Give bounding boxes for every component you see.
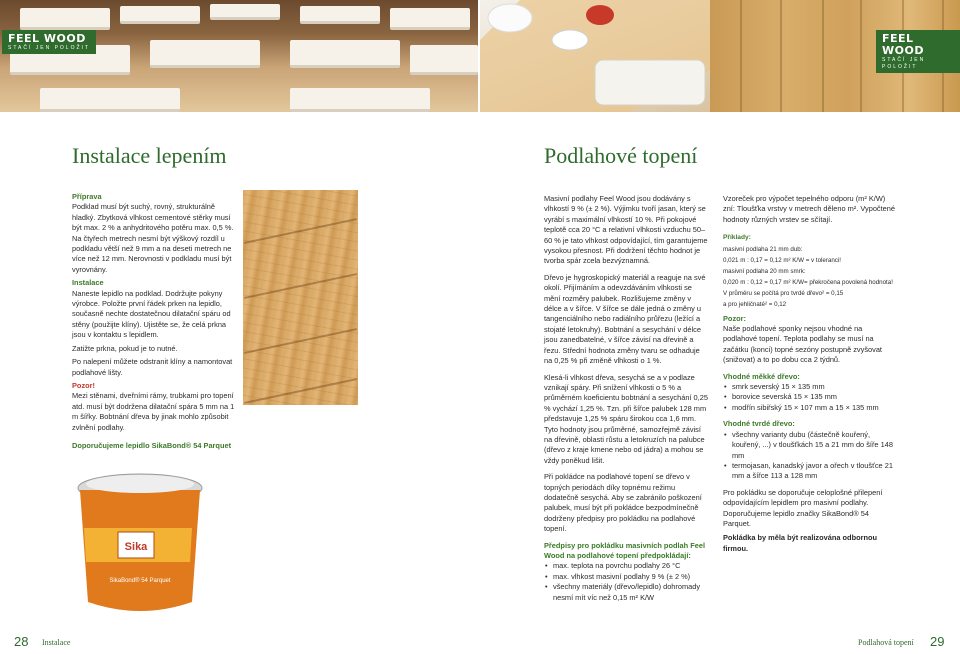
brand-logo-right <box>876 30 960 73</box>
warning-heading: Pozor! <box>72 380 95 390</box>
paragraph: Zatižte prkna, pokud je to nutné. <box>72 343 178 353</box>
section-heading: Příprava <box>72 192 102 201</box>
list-item: • borovice severská 15 × 135 mm <box>723 392 895 402</box>
example-line: masivní podlaha 21 mm dub: <box>723 245 803 253</box>
recommendation: Doporučujeme lepidlo SikaBond® 54 Parquet <box>72 440 232 450</box>
example-line: V průměru se počítá pro tvrdé dřevo² = 0,15 <box>723 289 844 297</box>
example-line: 0,021 m : 0,17 = 0,12 m² K/W = v toleranci! <box>723 256 841 264</box>
page-number-right: 29 <box>930 634 945 649</box>
section-heading: Instalace <box>72 278 104 288</box>
examples-list <box>723 244 895 310</box>
page-title-right: Podlahové topení <box>544 143 698 168</box>
paragraph: Při pokládce na podlahové topení se dřevo v topných periodách díky topnému režimu dodatečně sesychá. Aby se zabránilo poškození palubek, musí být při pokládce bezpodmínečně dodrženy předpisy pro pokládku na podlahové topení. <box>544 472 702 534</box>
paragraph: Dřevo je hygroskopický materiál a reaguje na své okolí. Přijímáním a odevzdáváním vlhkosti se mění rozměry palubek. Rozlišujeme změny v délce a v šířce. V šířce se dále jedná o změny u tangenciálního nebo radiálního průřezu (ležící a stojaté letokruhy). Bobtnání a sesychání v délce jsou zanedbatelné, v šířce závisí na dřevině a řezu. Střední hodnota změny tvaru se odhaduje na 0,25 % při změně vlhkosti o 1 %. <box>544 272 706 366</box>
example-line: 0,020 m : 0,12 = 0,17 m² K/W= překročena povolená hodnota! <box>723 278 893 286</box>
list-item: • max. vlhkost masivní podlahy 9 % (± 2 %) <box>544 572 709 582</box>
brand-tagline: STAČÍ JEN POLOŽIT <box>882 57 926 70</box>
brand-tagline: STAČÍ JEN POLOŽIT <box>8 45 90 51</box>
hardwood-list <box>723 430 895 482</box>
final-note: Pokládka by měla být realizována odbornou firmou. <box>723 533 878 553</box>
right-text-column-2 <box>723 194 895 557</box>
table-photo <box>480 0 710 112</box>
paragraph: Masivní podlahy Feel Wood jsou dodávány s vlhkostí 9 % (± 2 %). Výjimku tvoří jasan, který se vyrábí s maximální vlhkostí 10 %. Při pokojové teplotě cca 20 °C a relativní vlhkosti vzduchu 50–60 % je tato vlhkost odpovídající, tím garantujeme vysokou přesnost. Při dodržení těchto hodnot je tvorba spár zcela bezvýznamná. <box>544 194 708 266</box>
example-line: a pro jehličnaté² = 0,12 <box>723 300 787 308</box>
wood-planks-photo <box>243 190 358 405</box>
paragraph: Naše podlahové sponky nejsou vhodné na podlahové topení. Teplota podlahy se musí na začátku (konci) topné sezóny postupně zvyšovat (snižovat) a to po dobu cca 2 týdnů. <box>723 324 882 365</box>
paragraph: Klesá-li vlhkost dřeva, sesychá se a v podlaze vznikají spáry. Při snížení vlhkosti o 5 % a průměrném koeficientu bobtnání a sesychání 0,25 % vychází 1,25 %. Tzn. při šířce palubek 128 mm představuje 1,25 % spáru širokou cca 1,6 mm. Tyto hodnoty jsou průměrné, samozřejmě závisí na dřevině, oblasti růstu a letokruzích na palubce (dřevo z kraje kmene nebo od jádra) a mohou se vždy poněkud lišit. <box>544 372 708 465</box>
paragraph: Po nalepení můžete odstranit klíny a namontovat podlahové lišty. <box>72 357 233 377</box>
left-text-column <box>72 192 240 454</box>
example-line: masivní podlaha 20 mm smrk: <box>723 267 806 275</box>
warning-heading: Pozor: <box>723 313 746 323</box>
brand-name: FEEL WOOD <box>8 32 86 45</box>
page-title-left: Instalace lepením <box>72 143 227 168</box>
bucket-label: SikaBond® 54 Parquet <box>109 578 171 584</box>
right-text-column-1 <box>544 194 709 606</box>
list-item: • smrk severský 15 × 135 mm <box>723 382 895 392</box>
list-item: • modřín sibiřský 15 × 107 mm a 15 × 135 mm <box>723 403 895 413</box>
folio-label-right: Podlahová topení <box>858 638 914 647</box>
folio-label-left: Instalace <box>42 638 71 647</box>
list-item: • max. teplota na povrchu podlahy 26 °C <box>544 561 709 571</box>
list-item: • termojasan, kanadský javor a ořech v tloušťce 21 mm a šířce 113 a 128 mm <box>723 461 895 482</box>
brand-logo-left <box>2 30 96 54</box>
examples-heading: Příklady: <box>723 234 751 242</box>
list-item: • všechny varianty dubu (částečně kouřený, kouřený, ...) v tloušťkách 15 a 21 mm do šíře 148 mm <box>723 430 895 461</box>
paragraph: Podklad musí být suchý, rovný, strukturálně hladký. Zbytková vlhkost cementové stěrky musí být max. 2 % a anhydritového potěru max. 0,5 %. Na čtyřech metrech nesmí být výškový rozdíl u podkladu větší než 9 mm a na deseti metrech ne více než 12 mm. Nerovnosti v podkladu musí být vyrovnány. <box>72 202 234 274</box>
softwood-heading: Vhodné měkké dřevo: <box>723 371 800 381</box>
bucket-brand: Sika <box>124 541 148 553</box>
showroom-photo <box>0 0 478 112</box>
softwood-list <box>723 382 895 413</box>
brand-name: FEEL WOOD <box>882 32 924 57</box>
hardwood-heading: Vhodné tvrdé dřevo: <box>723 419 795 429</box>
list-item: • všechny materiály (dřevo/lepidlo) dohromady nesmí mít víc než 0,15 m² K/W <box>544 582 709 603</box>
paragraph: Mezi stěnami, dveřními rámy, trubkami pro topení atd. musí být dodržena dilatační spára 5 mm na 1 m šířky. Bobtnání dřeva by jinak mohlo způsobit zvlnění podlahy. <box>72 391 235 432</box>
paragraph: Naneste lepidlo na podklad. Dodržujte pokyny výrobce. Položte první řádek prken na lepidlo, současně nechte dostatečnou dilatační spáru od stěny (použijte klíny). Ujistěte se, že celá prkna jsou v kontaktu s lepidlem. <box>72 288 231 340</box>
requirements-list <box>544 561 709 603</box>
adhesive-bucket-photo <box>70 470 210 620</box>
requirements-heading: Předpisy pro pokládku masivních podlah Feel Wood na podlahové topení předpokládají: <box>544 540 705 560</box>
paragraph: Vzoreček pro výpočet tepelného odporu (m² K/W) zní: Tloušťka vrstvy v metrech děleno m². Vypočtené hodnoty různých vrstev se sčítají. <box>723 194 896 224</box>
page-number-left: 28 <box>14 634 29 649</box>
paragraph: Pro pokládku se doporučuje celoplošné přilepení odpovídajícím lepidlem pro masivní podlahy. Doporučujeme lepidlo značky SikaBond® 54 Parquet. <box>723 487 883 528</box>
